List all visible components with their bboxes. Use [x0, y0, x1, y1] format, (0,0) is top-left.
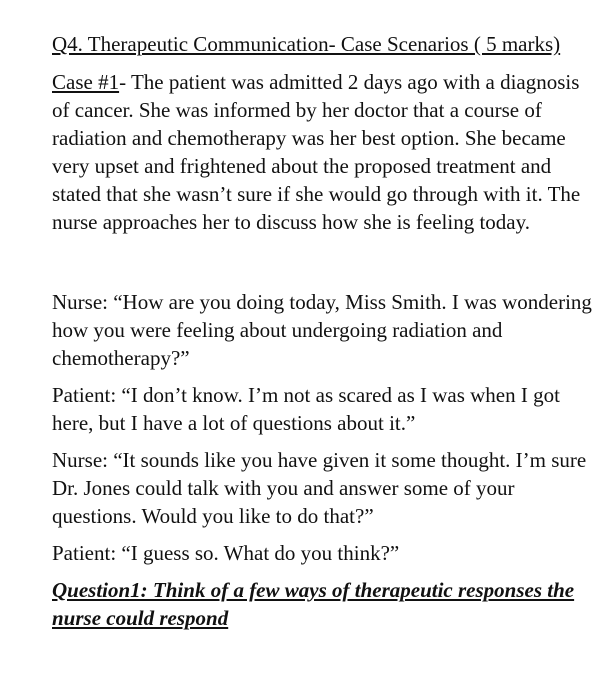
case-text: - The patient was admitted 2 days ago with a diagnosis of cancer. She was informed by her doctor that a course of radiation and chemotherapy was her best option. She became very upset and frightened about the proposed treatment and stated that she wasn’t sure if she would go through with it. The nurse approaches her to discuss how she is feeling today.: [52, 70, 581, 234]
document-page: [52, 30, 592, 632]
dialogue-nurse-2: Nurse: “It sounds like you have given it some thought. I’m sure Dr. Jones could talk with you and answer some of your questions. Would you like to do that?”: [52, 448, 587, 528]
dialogue-patient-2: Patient: “I guess so. What do you think?”: [52, 541, 400, 565]
document-heading: Q4. Therapeutic Communication- Case Scenarios ( 5 marks): [52, 32, 561, 56]
case-paragraph: [52, 68, 592, 236]
dialogue-nurse-1: Nurse: “How are you doing today, Miss Smith. I was wondering how you were feeling about undergoing radiation and chemotherapy?”: [52, 290, 592, 370]
case-label: Case #1: [52, 70, 120, 94]
dialogue-patient-1: Patient: “I don’t know. I’m not as scared as I was when I got here, but I have a lot of questions about it.”: [52, 383, 560, 435]
question-prompt: Question1: Think of a few ways of therapeutic responses the nurse could respond: [52, 578, 575, 630]
